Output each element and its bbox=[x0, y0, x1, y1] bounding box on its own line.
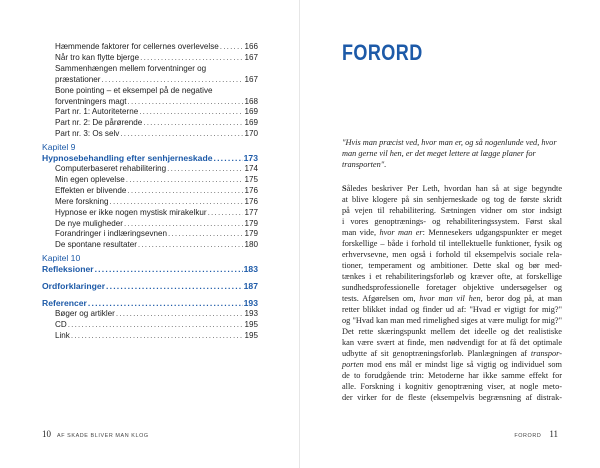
toc-page-number: 174 bbox=[244, 163, 258, 173]
toc-entry bbox=[42, 309, 258, 320]
toc-entry-title: Min egen oplevelse bbox=[55, 174, 125, 184]
toc-section-heading bbox=[42, 153, 258, 164]
body-text-segment: : Mennesekers udgangspunkter er meget bbox=[422, 227, 563, 237]
toc-page-number: 180 bbox=[244, 240, 258, 250]
toc-leader-dots bbox=[68, 320, 244, 331]
toc-entry-title: De spontane resultater bbox=[55, 240, 137, 250]
toc-entry-title: forventningers magt bbox=[55, 96, 127, 106]
toc-page-number: 168 bbox=[244, 96, 258, 106]
table-of-contents bbox=[42, 42, 258, 342]
italic-text: transpor- bbox=[530, 348, 562, 358]
toc-entry-title: Effekten er blivende bbox=[55, 185, 127, 195]
toc-entry bbox=[42, 97, 258, 108]
toc-page-number: 187 bbox=[243, 281, 258, 292]
toc-entry-title: Når tro kan flytte bjerge bbox=[55, 52, 140, 62]
toc-chapter-label: Kapitel 10 bbox=[42, 253, 81, 264]
toc-page-number: 167 bbox=[244, 74, 258, 84]
toc-entry-title: Forandringer i indlæringsevnen bbox=[55, 229, 168, 239]
body-line bbox=[342, 382, 562, 393]
toc-page-number: 166 bbox=[244, 42, 258, 51]
toc-entry bbox=[42, 197, 258, 208]
body-text-segment: åledes beskriver Per Leth, hvordan han så at sige begyndte bbox=[346, 184, 562, 193]
toc-leader-dots bbox=[143, 118, 243, 129]
toc-leader-dots bbox=[71, 331, 244, 342]
body-line bbox=[342, 239, 562, 250]
toc-leader-dots bbox=[138, 240, 244, 251]
body-text-segment: kan være svært at finde, men nødvendigt for at få det optimale bbox=[342, 337, 562, 347]
body-line bbox=[342, 338, 562, 349]
toc-page-number: 195 bbox=[244, 319, 258, 329]
toc-leader-dots bbox=[168, 229, 243, 240]
toc-entry-title: Refleksioner bbox=[42, 264, 94, 275]
body-line bbox=[342, 184, 562, 195]
toc-entry-line: Sammenhængen mellem forventninger og bbox=[55, 63, 207, 73]
body-text-segment: tests. Afgørelsen om, bbox=[342, 293, 420, 303]
body-text-segment: og "Hvad kan man med rimelighed siges at være muligt for mig?" bbox=[342, 315, 562, 325]
body-text-segment: i vores genoptrænings- og rehabiliteringssystem. Først skal bbox=[342, 216, 562, 226]
toc-page-number: 195 bbox=[244, 330, 258, 340]
body-text-segment: tioner, temperament og ambitioner. Dette skal og bør med- bbox=[342, 260, 562, 270]
toc-entry-title: Ordforklaringer bbox=[42, 281, 106, 292]
toc-entry bbox=[42, 164, 258, 175]
body-text-segment: på vejen til rehabilitering. Sætningen vidner om stor indsigt bbox=[342, 205, 562, 215]
toc-entry-title: Bøger og artikler bbox=[55, 308, 115, 318]
toc-entry-title: Computerbaseret rehabilitering bbox=[55, 163, 167, 173]
toc-page-number: 183 bbox=[243, 264, 258, 275]
toc-leader-dots bbox=[220, 42, 244, 53]
body-line bbox=[342, 195, 562, 206]
toc-entry bbox=[42, 229, 258, 240]
body-text-segment: at blive klogere på sin senhjerneskade og tog de første skridt bbox=[342, 194, 562, 204]
toc-page-number: 176 bbox=[244, 196, 258, 206]
toc-leader-dots bbox=[110, 197, 244, 208]
toc-section-heading bbox=[42, 281, 258, 292]
toc-leader-dots bbox=[127, 186, 243, 197]
toc-entry-title: Part nr. 3: Os selv bbox=[55, 129, 120, 139]
toc-page-number: 173 bbox=[243, 153, 258, 164]
body-line bbox=[342, 349, 562, 360]
body-line bbox=[342, 316, 562, 327]
toc-leader-dots bbox=[128, 97, 244, 108]
body-text-segment: retter blikket indad og finder ud af: "Hvad er vigtigt for mig?" bbox=[342, 304, 562, 314]
body-line bbox=[342, 272, 562, 283]
body-text-segment: forskellige – både i forhold til intellektuelle funktioner, fysik og bbox=[342, 238, 562, 248]
toc-entry-line: Bone pointing – et eksempel på de negative bbox=[55, 85, 213, 95]
toc-page-number: 167 bbox=[244, 52, 258, 62]
toc-leader-dots bbox=[139, 107, 243, 118]
toc-leader-dots bbox=[208, 208, 244, 219]
toc-page-number: 193 bbox=[243, 297, 258, 308]
drop-cap: S bbox=[342, 184, 347, 193]
toc-entry bbox=[42, 240, 258, 251]
right-page bbox=[300, 0, 600, 468]
toc-entry-title: Hypnosebehandling efter senhjerneskade bbox=[42, 153, 213, 164]
epigraph-quote: "Hvis man præcist ved, hvor man er, og så nogenlunde ved, hvor man gerne vil hen, er det meget lettere at lægge planer for transporten". bbox=[342, 138, 557, 169]
body-text-segment: de to forudgående trin: Metoderne har ikke samme effekt for bbox=[342, 370, 562, 380]
right-running-title: FORORD bbox=[514, 433, 542, 439]
toc-leader-dots bbox=[106, 281, 243, 292]
body-line bbox=[342, 393, 562, 404]
body-line bbox=[342, 250, 562, 261]
body-line bbox=[342, 305, 562, 316]
toc-page-number: 176 bbox=[244, 185, 258, 195]
toc-leader-dots bbox=[88, 298, 243, 309]
body-text bbox=[342, 184, 562, 404]
body-text-segment: , beror dog på, at man bbox=[480, 293, 562, 303]
body-text-segment: udbytte af sit genoptræningsforløb. Planlægningen af bbox=[342, 348, 531, 358]
toc-leader-dots bbox=[214, 153, 243, 164]
body-line bbox=[342, 360, 562, 371]
toc-entry-title: De nye muligheder bbox=[55, 218, 123, 228]
italic-text: hvor man vil hen bbox=[419, 293, 481, 303]
body-text-segment: mod ens mål er mindst lige så vigtig og individuel som bbox=[363, 359, 562, 369]
toc-entry bbox=[42, 175, 258, 186]
body-line bbox=[342, 294, 562, 305]
chapter-title: FORORD bbox=[342, 40, 423, 65]
toc-entry-title: Mere forskning bbox=[55, 196, 109, 206]
toc-entry-title: Part nr. 1: Autoriteterne bbox=[55, 107, 139, 117]
toc-entry bbox=[42, 320, 258, 331]
right-footer bbox=[514, 429, 558, 439]
left-footer bbox=[42, 429, 149, 439]
toc-page-number: 175 bbox=[244, 174, 258, 184]
toc-entry bbox=[42, 107, 258, 118]
toc-leader-dots bbox=[167, 164, 243, 175]
body-text-segment: der virker for de fleste (eksempelvis begrænsning af distrak- bbox=[342, 392, 562, 402]
toc-leader-dots bbox=[120, 129, 243, 140]
body-text-segment: alle. Forskning i kognitiv genoptræning viser, at nogle meto- bbox=[342, 381, 562, 391]
toc-entry-title: CD bbox=[55, 319, 67, 329]
body-line bbox=[342, 261, 562, 272]
toc-leader-dots bbox=[140, 53, 243, 64]
toc-leader-dots bbox=[124, 219, 244, 230]
body-line bbox=[342, 283, 562, 294]
toc-section-heading bbox=[42, 264, 258, 275]
toc-leader-dots bbox=[116, 309, 244, 320]
left-page-number: 10 bbox=[42, 429, 51, 439]
toc-page-number: 179 bbox=[244, 229, 258, 239]
body-text-segment: man vide, bbox=[342, 227, 380, 237]
left-running-title: AF SKADE BLIVER MAN KLOG bbox=[57, 433, 149, 439]
toc-section-heading bbox=[42, 298, 258, 309]
toc-page-number: 170 bbox=[244, 129, 258, 139]
toc-entry bbox=[42, 208, 258, 219]
toc-page-number: 169 bbox=[244, 118, 258, 128]
toc-entry bbox=[42, 53, 258, 64]
toc-entry-title: præstationer bbox=[55, 74, 101, 84]
toc-entry bbox=[42, 219, 258, 230]
toc-entry bbox=[42, 75, 258, 86]
body-line bbox=[342, 217, 562, 228]
body-line bbox=[342, 206, 562, 217]
toc-entry bbox=[42, 118, 258, 129]
toc-page-number: 193 bbox=[244, 308, 258, 318]
italic-text: hvor man er bbox=[379, 227, 423, 237]
toc-entry bbox=[42, 331, 258, 342]
body-text-segment: erhvervsevne, men også i forhold til eksempelvis sociale rela- bbox=[342, 249, 562, 259]
toc-entry-title: Link bbox=[55, 330, 70, 340]
toc-leader-dots bbox=[126, 175, 244, 186]
toc-entry bbox=[42, 186, 258, 197]
toc-leader-dots bbox=[101, 75, 243, 86]
right-page-number: 11 bbox=[549, 429, 558, 439]
body-line bbox=[342, 371, 562, 382]
toc-page-number: 169 bbox=[244, 107, 258, 117]
italic-text: porten bbox=[342, 359, 364, 369]
toc-entry-title: Hæmmende faktorer for cellernes overlevelse bbox=[55, 42, 219, 51]
toc-entry bbox=[42, 129, 258, 140]
body-text-segment: Det rette skæringspunkt mellem det ideelle og det realistiske bbox=[342, 326, 562, 336]
body-line bbox=[342, 228, 562, 239]
body-line bbox=[342, 327, 562, 338]
toc-entry-title: Part nr. 2: De pårørende bbox=[55, 118, 143, 128]
body-text-segment: tænkes i et rehabiliteringsforløb og kræver ofte, at forskellige bbox=[342, 271, 562, 281]
toc-leader-dots bbox=[95, 264, 243, 275]
toc-page-number: 177 bbox=[244, 207, 258, 217]
toc-entry-title: Hypnose er ikke nogen mystisk mirakelkur bbox=[55, 207, 207, 217]
toc-page-number: 179 bbox=[244, 218, 258, 228]
body-text-segment: sundhedsprofessionelle foretager objektive undersøgelser og bbox=[342, 282, 562, 292]
toc-entry bbox=[42, 42, 258, 53]
toc-chapter-label: Kapitel 9 bbox=[42, 142, 76, 153]
toc-entry-title: Referencer bbox=[42, 297, 87, 308]
